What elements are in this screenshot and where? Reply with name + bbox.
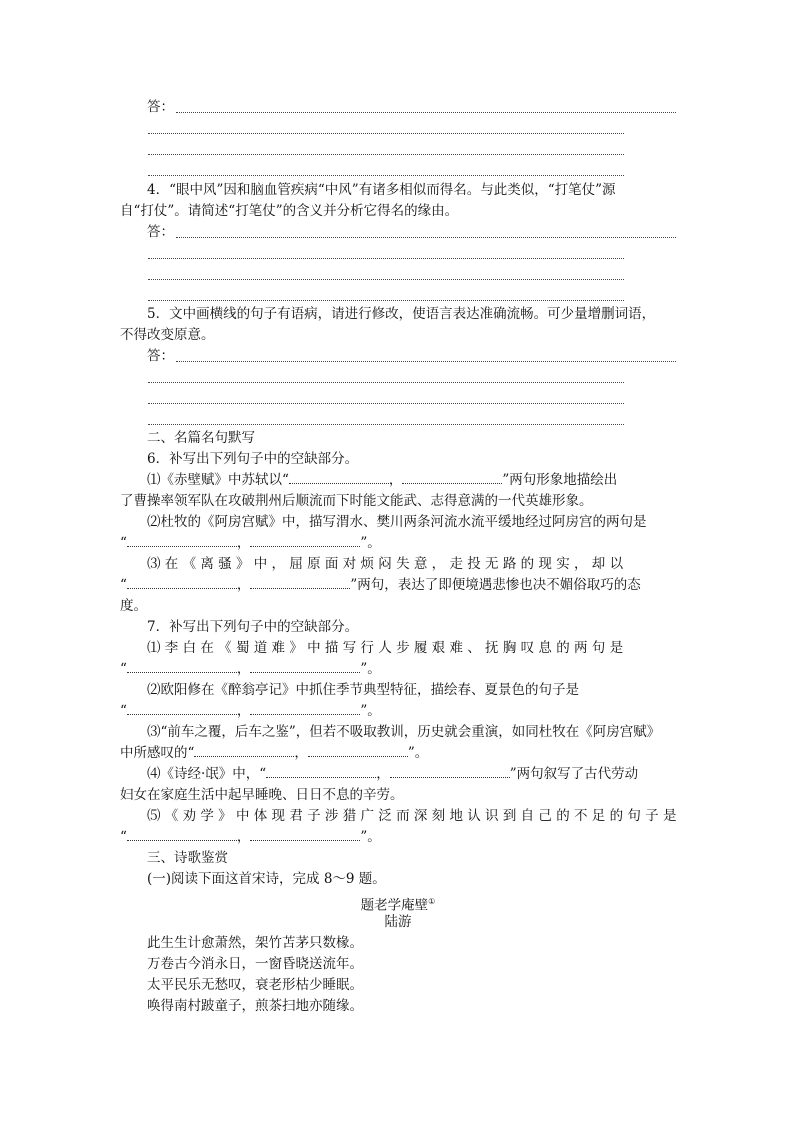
- blank-field[interactable]: [402, 471, 502, 484]
- blank-field[interactable]: [127, 534, 237, 547]
- q7-item1: ⑴ 李 白 在 《 蜀 道 难 》 中 描 写 行 人 步 履 艰 难 、 抚 胸 叹 息 的 两 句 是: [147, 640, 624, 656]
- q7-item1-blanks: “ ， ”。: [120, 661, 381, 677]
- answer-line[interactable]: [176, 361, 676, 362]
- answer-line[interactable]: [148, 279, 624, 280]
- q7-item4: ⑷《诗经·氓》中，“ ， ”两句叙写了古代劳动: [147, 766, 639, 782]
- blank-field[interactable]: [127, 660, 237, 673]
- blank-field[interactable]: [250, 534, 360, 547]
- answer-line[interactable]: [148, 154, 624, 155]
- answer-line[interactable]: [148, 300, 624, 301]
- answer-line[interactable]: [176, 237, 676, 238]
- q6-item3: ⑶ 在 《 离 骚 》 中 ， 屈 原 面 对 烦 闷 失 意 ， 走 投 无 路 的 现 实 ， 却 以: [147, 556, 624, 572]
- poem-title: 题老学庵壁①: [360, 897, 436, 914]
- q6-item3-cont: 度。: [120, 598, 147, 614]
- q3-answer-row: [120, 97, 676, 118]
- answer-label: 答：: [147, 224, 174, 240]
- q6-item2: ⑵杜牧的《阿房宫赋》中，描写渭水、樊川两条河流水流平缓地经过阿房宫的两句是: [147, 514, 647, 530]
- q5-line2: 不得改变原意。: [120, 327, 215, 343]
- blank-field[interactable]: [250, 702, 360, 715]
- q7-item5-blanks: “ ， ”。: [120, 829, 381, 845]
- q7-item5: ⑸ 《 劝 学 》 中 体 现 君 子 涉 猎 广 泛 而 深 刻 地 认 识 到 自 己 的 不 足 的 句 子 是: [147, 808, 677, 824]
- blank-field[interactable]: [250, 660, 360, 673]
- answer-line[interactable]: [148, 382, 624, 383]
- answer-line[interactable]: [148, 258, 624, 259]
- q7-item2-blanks: “ ， ”。: [120, 703, 381, 719]
- answer-label: 答：: [147, 348, 174, 364]
- q4-line2: 自“打仗”。请简述“打笔仗”的含义并分析它得名的缘由。: [120, 203, 459, 219]
- q4-line1: 4．“眼中风”因和脑血管疾病“中风”有诸多相似而得名。与此类似，“打笔仗”源: [147, 182, 616, 198]
- q6-item1-cont: 了曹操率领军队在攻破荆州后顺流而下时能文能武、志得意满的一代英雄形象。: [120, 493, 593, 509]
- q7-item4-cont: 妇女在家庭生活中起早睡晚、日日不息的辛劳。: [120, 787, 404, 803]
- answer-line[interactable]: [148, 403, 624, 404]
- answer-line[interactable]: [176, 112, 676, 113]
- blank-field[interactable]: [250, 828, 360, 841]
- blank-field[interactable]: [127, 576, 237, 589]
- answer-line[interactable]: [148, 133, 624, 134]
- poem-author: 陆游: [384, 914, 412, 930]
- poem-line: 此生生计愈萧然，架竹苫茅只数椽。: [147, 935, 363, 951]
- blank-field[interactable]: [127, 702, 237, 715]
- q7-item3: ⑶“前车之覆，后车之鉴”，但若不吸取教训，历史就会重演，如同杜牧在《阿房宫赋》: [147, 724, 661, 740]
- blank-field[interactable]: [308, 744, 408, 757]
- question-intro: 6．补写出下列句子中的空缺部分。: [147, 451, 359, 467]
- blank-field[interactable]: [266, 765, 376, 778]
- poem-line: 唤得南村跛童子，煎茶扫地亦随缘。: [147, 998, 363, 1014]
- poem-line: 太平民乐无愁叹，衰老形枯少睡眠。: [147, 977, 363, 993]
- q7-item3-blanks: 中所感叹的“ ， ”。: [120, 745, 429, 761]
- q7-item2: ⑵欧阳修在《醉翁亭记》中抓住季节典型特征，描绘春、夏景色的句子是: [147, 682, 579, 698]
- blank-field[interactable]: [127, 828, 237, 841]
- section-title: 二、名篇名句默写: [147, 430, 255, 446]
- answer-line[interactable]: [148, 175, 624, 176]
- answer-label: 答：: [147, 99, 174, 115]
- answer-line[interactable]: [148, 424, 624, 425]
- footnote-mark: ①: [428, 897, 436, 906]
- question-intro: 7．补写出下列句子中的空缺部分。: [147, 619, 359, 635]
- section-subtitle: (一)阅读下面这首宋诗，完成 8～9 题。: [147, 871, 386, 887]
- blank-field[interactable]: [289, 471, 389, 484]
- q6-item2-blanks: “ ， ”。: [120, 535, 381, 551]
- q6-item3-blanks: “ ， ”两句，表达了即便境遇悲惨也决不媚俗取巧的态: [120, 577, 641, 593]
- blank-field[interactable]: [194, 744, 294, 757]
- q6-item1: ⑴《赤壁赋》中苏轼以“ ， ”两句形象地描绘出: [147, 472, 618, 488]
- blank-field[interactable]: [250, 576, 350, 589]
- section-title: 三、诗歌鉴赏: [147, 850, 228, 866]
- blank-field[interactable]: [390, 765, 510, 778]
- q5-line1: 5．文中画横线的句子有语病，请进行修改，使语言表达准确流畅。可少量增删词语，: [147, 306, 656, 322]
- poem-line: 万卷古今消永日，一窗昏晓送流年。: [147, 956, 363, 972]
